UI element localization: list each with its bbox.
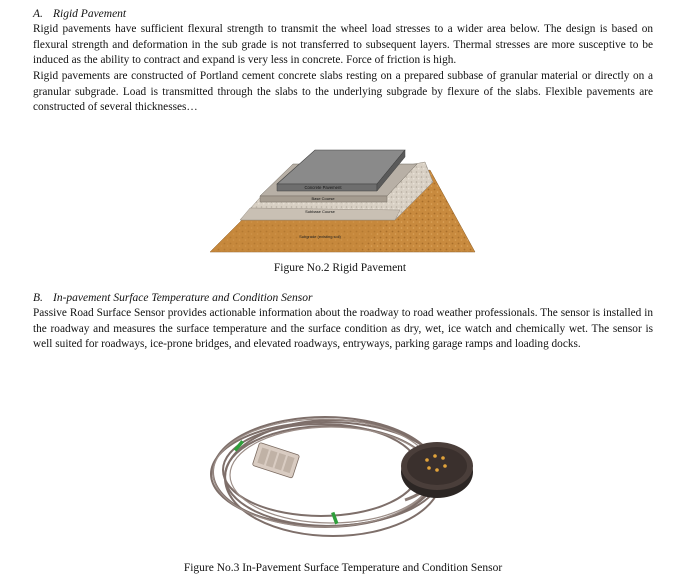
section-a-paragraph-2: Rigid pavements are constructed of Portland cement concrete slabs resting on a prepared subbase of granular material or directly on a granular subgrade. Load is transmitted through the slabs to the underlying subgrade by flexure of the slabs. Flexible pavements are constructed of several thicknesses…: [33, 70, 653, 114]
label-base-course: Base Course: [311, 196, 335, 201]
label-concrete-pavement: Concrete Pavement: [304, 185, 342, 190]
figure-2-caption: Figure No.2 Rigid Pavement: [273, 262, 407, 274]
section-a-paragraph-1: Rigid pavements have sufficient flexural strength to transmit the wheel load stresses to a wider area below. The design is based on flexural strength and deformation in the sub grade is not transferred to subsequent layers. Thermal stresses are more susceptive to be induced as the ability to contract and expand is very less in concrete. Force of friction is high.: [33, 23, 653, 67]
rigid-pavement-figure: [205, 140, 480, 255]
pavement-sensor-figure: [205, 400, 485, 550]
section-a-number: A.: [33, 8, 43, 20]
figure-3-caption: Figure No.3 In-Pavement Surface Temperature and Condition Sensor: [183, 562, 503, 574]
section-b-title: In-pavement Surface Temperature and Condition Sensor: [53, 292, 313, 304]
section-b-heading: [33, 292, 312, 304]
label-subgrade: Subgrade (existing soil): [299, 234, 341, 239]
section-b-number: B.: [33, 292, 43, 304]
section-b-paragraph-1: Passive Road Surface Sensor provides actionable information about the roadway to road weather professionals. The sensor is installed in the roadway and measures the surface temperature and the surface condition as dry, wet, ice watch and chemically wet. The sensor is well suited for roadways, ice-prone bridges, and elevated roadways, entryways, parking garage ramps and loading docks.: [33, 307, 653, 351]
section-a-heading: [33, 8, 126, 20]
section-a-title: Rigid Pavement: [53, 8, 127, 20]
label-subbase-course: Subbase Course: [305, 209, 335, 214]
